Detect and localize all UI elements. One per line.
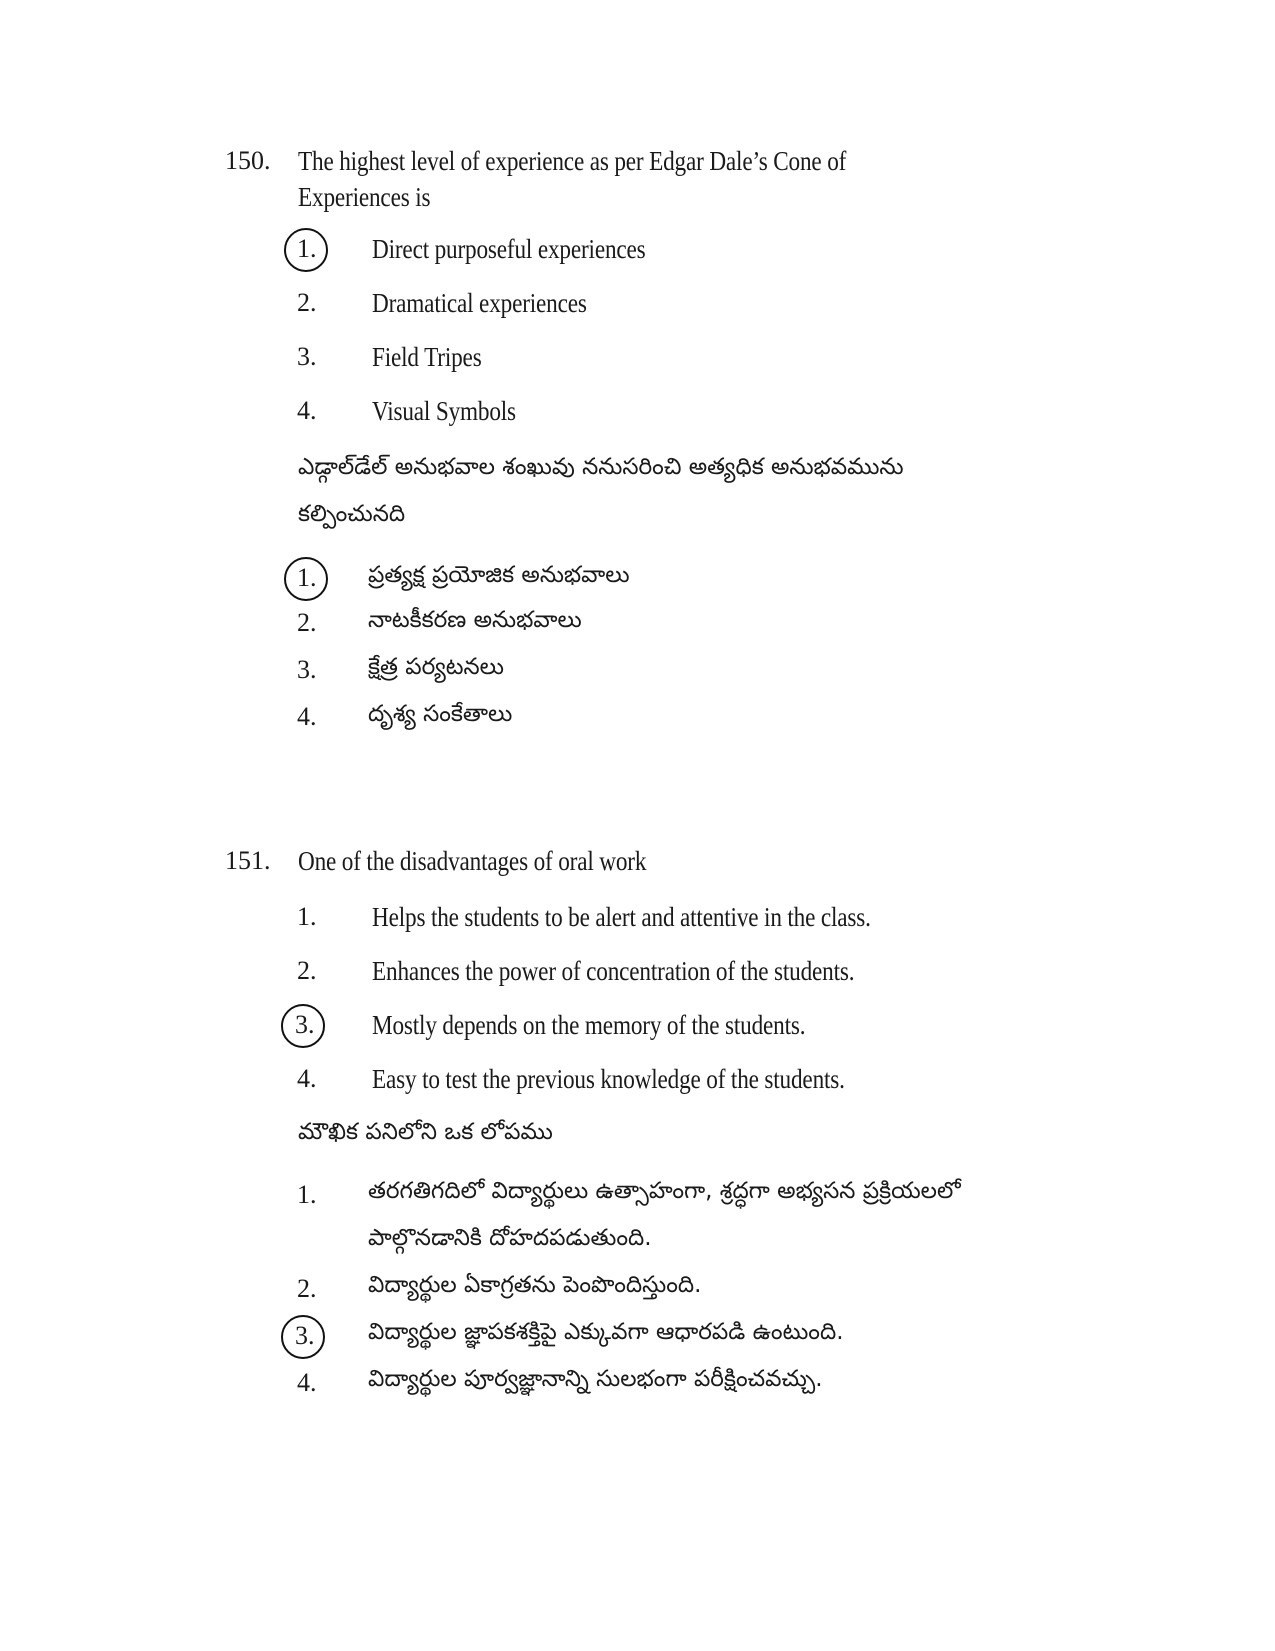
option-text: Helps the students to be alert and attentive in the class.: [372, 902, 871, 932]
option-number: 1.: [297, 902, 317, 931]
option-text: క్షేత్ర పర్యటనలు: [368, 654, 504, 680]
question-text-telugu-continued: కల్పించునది: [298, 501, 406, 527]
option-text: Dramatical experiences: [372, 288, 587, 318]
question-text-continued: Experiences is: [298, 182, 431, 212]
option-number: 4.: [297, 396, 317, 425]
option-text: Visual Symbols: [372, 396, 516, 426]
option-number: 3.: [295, 1321, 315, 1350]
option-number: 4.: [297, 702, 317, 731]
option-number: 3.: [295, 1010, 315, 1039]
option-number: 2.: [297, 288, 317, 317]
question-text: The highest level of experience as per Edgar Dale’s Cone of: [298, 146, 847, 176]
option-text: Field Tripes: [372, 342, 482, 372]
option-text: Enhances the power of concentration of the students.: [372, 956, 855, 986]
option-number: 4.: [297, 1064, 317, 1093]
option-text: Mostly depends on the memory of the students.: [372, 1010, 806, 1040]
option-text: ప్రత్యక్ష ప్రయోజిక అనుభవాలు: [368, 562, 630, 588]
option-text: Easy to test the previous knowledge of the students.: [372, 1064, 845, 1094]
option-number: 1.: [297, 234, 317, 263]
option-text: నాటకీకరణ అనుభవాలు: [368, 607, 582, 633]
option-number: 2.: [297, 1274, 317, 1303]
option-number: 1.: [297, 563, 317, 592]
option-text: విద్యార్థుల జ్ఞాపకశక్తిపై ఎక్కువగా ఆధారపడి ఉంటుంది.: [368, 1319, 844, 1345]
option-text: దృశ్య సంకేతాలు: [368, 701, 513, 727]
option-text-continued: పాల్గొనడానికి దోహదపడుతుంది.: [368, 1225, 652, 1251]
option-number: 3.: [297, 342, 317, 371]
question-text-telugu: ఎడ్గాల్‌డేల్ అనుభవాల శంఖువు ననుసరించి అత్యధిక అనుభవమును: [298, 454, 904, 480]
option-number: 3.: [297, 655, 317, 684]
option-text: విద్యార్థుల పూర్వజ్ఞానాన్ని సులభంగా పరీక్షించవచ్చు.: [368, 1366, 823, 1392]
question-text-telugu: మౌఖిక పనిలోని ఒక లోపము: [298, 1119, 553, 1145]
option-text: తరగతిగదిలో విద్యార్థులు ఉత్సాహంగా, శ్రద్ధగా అభ్యసన ప్రక్రియలలో: [368, 1178, 961, 1204]
option-number: 4.: [297, 1368, 317, 1397]
question-number: 151.: [225, 846, 271, 875]
question-text: One of the disadvantages of oral work: [298, 846, 647, 876]
option-number: 2.: [297, 956, 317, 985]
option-text: Direct purposeful experiences: [372, 234, 646, 264]
option-text: విద్యార్థుల ఏకాగ్రతను పెంపొందిస్తుంది.: [368, 1272, 702, 1298]
question-number: 150.: [225, 146, 271, 175]
option-number: 2.: [297, 608, 317, 637]
option-number: 1.: [297, 1180, 317, 1209]
